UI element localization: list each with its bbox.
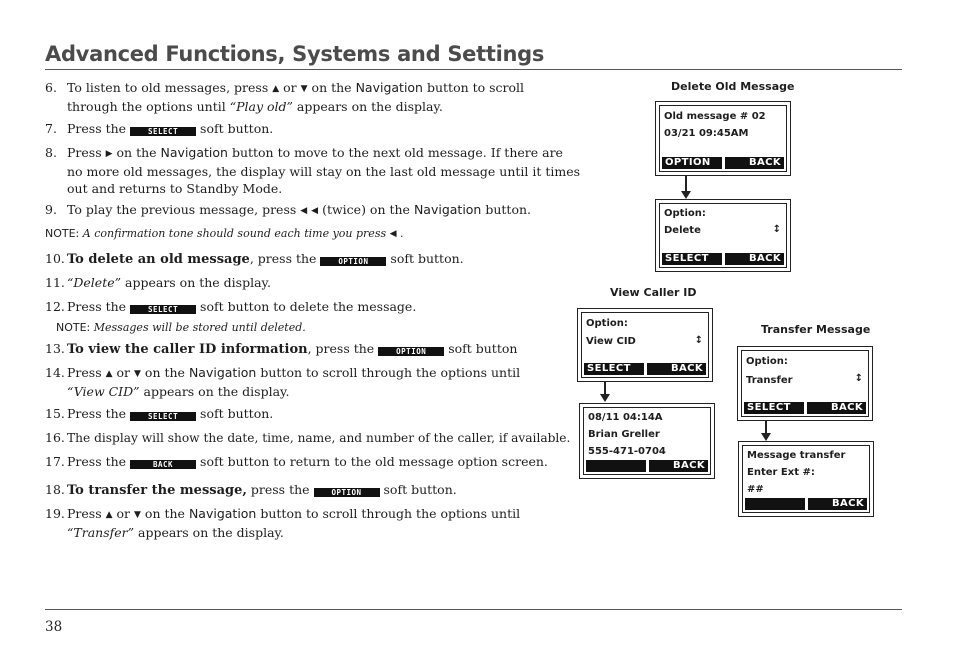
step-text: , press the [249, 251, 317, 266]
step-text: To listen to old messages, press [67, 80, 269, 95]
step-text: on the [144, 365, 185, 380]
lcd-left-softkey [745, 498, 805, 510]
step-text: soft button. [390, 251, 464, 266]
step-text: Press the [67, 406, 127, 421]
step-heading: To transfer the message, [67, 483, 247, 498]
page-title: Advanced Functions, Systems and Settings [45, 42, 545, 66]
step-text: soft button to delete the message. [200, 299, 417, 314]
right-triangle-icon: ▶ [105, 149, 113, 159]
step-number: 9. [45, 202, 57, 217]
lcd-left-softkey: OPTION [662, 157, 722, 169]
arrow-down-icon [761, 433, 771, 441]
step-number: 6. [45, 80, 57, 95]
note-text: Messages will be stored until deleted. [93, 321, 306, 334]
lcd-line: 08/11 04:14A [588, 412, 663, 423]
step-text: soft button. [383, 482, 457, 497]
lcd-screen-old-message [655, 101, 791, 176]
step-text: on the [116, 145, 157, 160]
left-triangle-icon: ◀ [300, 206, 308, 216]
step-text: soft button to return to the old message option screen. [200, 454, 548, 469]
step-number: 11. [45, 275, 65, 290]
note-messages-stored [56, 321, 306, 335]
lcd-softkey-bar [584, 363, 706, 375]
left-triangle-icon: ◀ [389, 229, 397, 239]
lcd-frame [742, 445, 870, 513]
step-text: button to scroll [426, 80, 525, 95]
up-triangle-icon: ▲ [105, 510, 113, 520]
option-softkey-icon: OPTION [314, 488, 380, 497]
display-option-text: “Delete” [67, 275, 122, 290]
step-text: Press [67, 506, 102, 521]
step-heading: To delete an old message [67, 252, 250, 267]
down-triangle-icon: ▼ [300, 84, 308, 94]
navigation-term: Navigation [188, 506, 257, 521]
lcd-screen-caller-id [579, 403, 715, 479]
lcd-right-softkey: BACK [725, 253, 785, 265]
select-softkey-icon: SELECT [130, 412, 196, 421]
step-text: Press [67, 145, 102, 160]
lcd-frame [581, 312, 709, 378]
back-softkey-icon: BACK [130, 460, 196, 469]
lcd-line: Option: [664, 208, 706, 219]
option-softkey-icon: OPTION [320, 257, 386, 266]
lcd-right-softkey: BACK [808, 498, 868, 510]
lcd-softkey-bar [745, 498, 867, 510]
step-text: appears on the display. [143, 384, 290, 399]
note-text: A confirmation tone should sound each time you press [82, 227, 387, 240]
step-number: 10. [45, 251, 65, 266]
step-text: Press the [67, 299, 127, 314]
step-text: through the options until [67, 99, 226, 114]
lcd-line: Brian Greller [588, 429, 660, 440]
lcd-line: Transfer [746, 375, 793, 386]
down-triangle-icon: ▼ [134, 510, 141, 520]
display-option-text: “Play old” [229, 99, 293, 114]
lcd-line: Enter Ext #: [747, 467, 815, 478]
lcd-line: View CID [586, 336, 636, 347]
note-label: NOTE: [45, 227, 80, 240]
step-text: Press the [67, 454, 127, 469]
arrow-down-icon [600, 394, 610, 402]
step-text: The display will show the date, time, name, and number of the caller, if available. [67, 431, 571, 445]
step-number: 14. [45, 365, 65, 380]
step-number: 17. [45, 454, 65, 469]
figure-label-delete: Delete Old Message [671, 80, 795, 93]
step-text: or [283, 80, 297, 95]
lcd-right-softkey: BACK [649, 460, 709, 472]
step-text: button to move to the next old message. If there are [231, 145, 563, 160]
step-text: appears on the display. [125, 275, 271, 290]
navigation-term: Navigation [188, 365, 257, 380]
flow-arrow [604, 382, 606, 394]
lcd-line: Option: [746, 356, 788, 367]
note-label: NOTE: [56, 321, 91, 334]
figure-label-transfer: Transfer Message [761, 323, 871, 336]
note-confirmation-tone [45, 227, 404, 241]
step-number: 13. [45, 341, 65, 356]
left-triangle-icon: ◀ [311, 206, 319, 216]
step-number: 12. [45, 299, 65, 314]
note-text: . [400, 227, 404, 240]
lcd-line: Delete [664, 225, 701, 236]
step-text: on the [144, 506, 185, 521]
step-text: Press the [67, 121, 127, 136]
lcd-line: Message transfer [747, 450, 846, 461]
lcd-right-softkey: BACK [725, 157, 785, 169]
display-option-text: “View CID” [67, 384, 140, 399]
step-text: or [116, 506, 131, 521]
step-number: 19. [45, 506, 65, 521]
lcd-left-softkey: SELECT [744, 402, 804, 414]
lcd-line: Option: [586, 318, 628, 329]
up-down-arrow-icon: ↕ [694, 335, 703, 346]
lcd-left-softkey: SELECT [584, 363, 644, 375]
lcd-line: Old message # 02 [664, 111, 766, 122]
select-softkey-icon: SELECT [130, 305, 196, 314]
footer-divider [45, 609, 902, 610]
up-down-arrow-icon: ↕ [854, 373, 863, 384]
step-number: 15. [45, 406, 65, 421]
step-text: To play the previous message, press [67, 202, 297, 217]
figure-label-cid: View Caller ID [610, 286, 697, 299]
lcd-screen-option-transfer [737, 346, 873, 421]
step-text: button to scroll through the options until [260, 506, 521, 521]
display-option-text: “Transfer” [67, 525, 135, 540]
step-text: soft button. [200, 406, 274, 421]
step-text: on the [311, 80, 352, 95]
step-text: appears on the display. [296, 99, 443, 114]
step-text: Press [67, 365, 102, 380]
step-number: 16. [45, 430, 65, 445]
navigation-term: Navigation [413, 202, 482, 217]
step-text: or [116, 365, 131, 380]
navigation-term: Navigation [160, 145, 228, 160]
up-down-arrow-icon: ↕ [772, 224, 781, 235]
lcd-right-softkey: BACK [807, 402, 867, 414]
down-triangle-icon: ▼ [134, 369, 141, 379]
step-heading: To view the caller ID information [67, 342, 308, 357]
step-text: button. [485, 202, 531, 217]
lcd-line: 03/21 09:45AM [664, 128, 749, 139]
step-text: , press the [307, 341, 375, 356]
step-text: no more old messages, the display will stay on the last old message until it times [67, 164, 581, 179]
lcd-softkey-bar [662, 157, 784, 169]
step-number: 18. [45, 482, 65, 497]
lcd-frame [583, 407, 711, 475]
step-text: button to scroll through the options until [260, 365, 521, 380]
flow-arrow [685, 176, 687, 191]
lcd-line: 555-471-0704 [588, 446, 666, 457]
navigation-term: Navigation [355, 80, 423, 95]
step-text: (twice) on the [322, 202, 410, 217]
step-text: soft button. [200, 121, 274, 136]
select-softkey-icon: SELECT [130, 127, 196, 136]
lcd-left-softkey: SELECT [662, 253, 722, 265]
header-divider [45, 69, 902, 70]
lcd-screen-option-delete [655, 199, 791, 272]
step-text: out and returns to Standby Mode. [67, 181, 283, 196]
lcd-screen-message-transfer [738, 441, 874, 517]
option-softkey-icon: OPTION [378, 347, 444, 356]
lcd-frame [741, 350, 869, 417]
lcd-left-softkey [586, 460, 646, 472]
step-text: soft button [448, 341, 518, 356]
lcd-line: ## [747, 484, 764, 495]
lcd-softkey-bar [586, 460, 708, 472]
lcd-screen-option-view-cid [577, 308, 713, 382]
page-number: 38 [45, 619, 63, 635]
arrow-down-icon [681, 191, 691, 199]
flow-arrow [765, 421, 767, 433]
lcd-frame [659, 105, 787, 172]
up-triangle-icon: ▲ [272, 84, 280, 94]
lcd-frame [659, 203, 787, 268]
up-triangle-icon: ▲ [105, 369, 113, 379]
step-text: press the [250, 482, 310, 497]
lcd-softkey-bar [744, 402, 866, 414]
lcd-right-softkey: BACK [647, 363, 707, 375]
lcd-softkey-bar [662, 253, 784, 265]
step-number: 8. [45, 145, 57, 160]
step-text: appears on the display. [138, 525, 284, 540]
step-number: 7. [45, 121, 57, 136]
